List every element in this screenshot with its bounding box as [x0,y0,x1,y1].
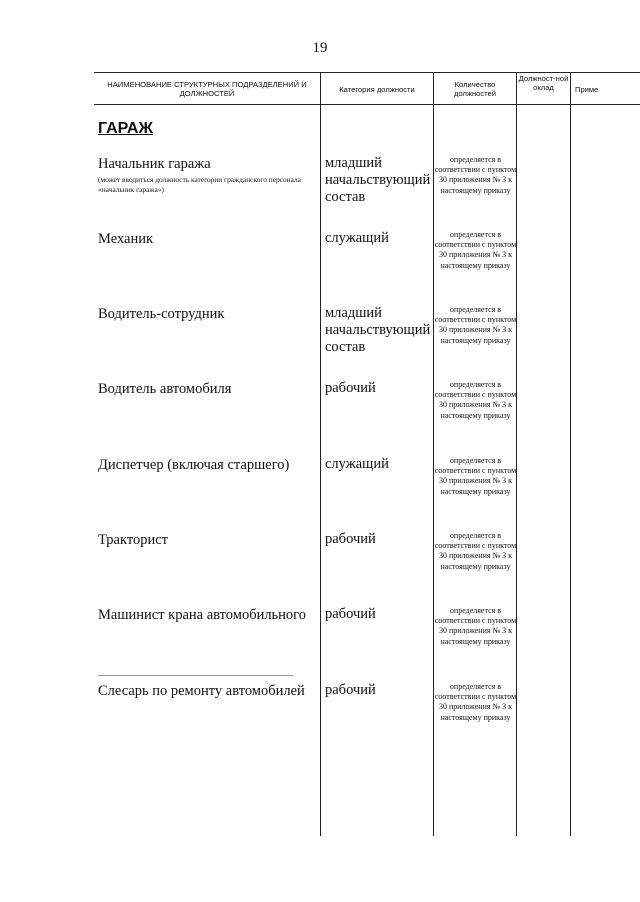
header-name: НАИМЕНОВАНИЕ СТРУКТУРНЫХ ПОДРАЗДЕЛЕНИЙ И ДОЛЖНОСТЕЙ [107,80,307,98]
header-top-rule [94,72,640,73]
position-quantity: определяется в соответствии с пунктом 30 приложения № 3 к настоящему приказу [434,380,517,420]
position-quantity: определяется в соответствии с пунктом 30 приложения № 3 к настоящему приказу [434,230,517,270]
position-note: (может вводиться должность категории гражданского персонала «начальник гаража») [98,175,301,194]
position-quantity: определяется в соответствии с пунктом 30 приложения № 3 к настоящему приказу [434,682,517,722]
position-name: Машинист крана автомобильного [98,607,307,623]
position-name: Тракторист [98,532,169,548]
position-category: рабочий [325,682,376,698]
position-name: Механик [98,231,154,247]
position-name: Диспетчер (включая старшего) [98,457,290,473]
position-category: младший начальствующий состав [325,155,431,205]
position-name: Водитель-сотрудник [98,306,225,322]
column-divider [570,72,571,836]
row-divider [98,675,293,676]
position-category: служащий [325,456,389,472]
header-note: Приме [575,84,599,94]
page-number: 19 [312,40,328,56]
position-quantity: определяется в соответствии с пунктом 30 приложения № 3 к настоящему приказу [434,155,517,195]
position-quantity: определяется в соответствии с пунктом 30 приложения № 3 к настоящему приказу [434,305,517,345]
position-quantity: определяется в соответствии с пунктом 30 приложения № 3 к настоящему приказу [434,531,517,571]
position-category: рабочий [325,380,376,396]
position-quantity: определяется в соответствии с пунктом 30 приложения № 3 к настоящему приказу [434,606,517,646]
position-quantity: определяется в соответствии с пунктом 30 приложения № 3 к настоящему приказу [434,456,517,496]
header-salary: Должност-ной оклад [518,74,569,92]
position-category: служащий [325,230,389,246]
position-name: Начальник гаража [98,156,211,172]
header-bottom-rule [94,104,640,105]
position-category: рабочий [325,606,376,622]
header-quantity: Количество должностей [453,80,497,98]
column-divider [320,72,321,836]
header-category: Категория должности [339,84,415,94]
section-title: ГАРАЖ [98,120,153,137]
position-name: Водитель автомобиля [98,381,232,397]
position-category: рабочий [325,531,376,547]
position-name: Слесарь по ремонту автомобилей [98,683,305,699]
position-category: младший начальствующий состав [325,305,431,355]
